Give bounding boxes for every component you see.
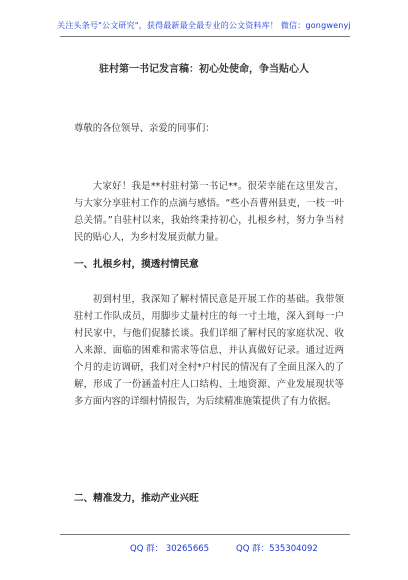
paragraph-section-1-text: 初到村里，我深知了解村情民意是开展工作的基础。我带领驻村工作队成员，用脚步丈量村庄的每一寸土地，深入到每一户村民家中，与他们促膝长谈。我们详细了解村民的家庭状况、收入来源、面临的困难和需求等信息，并认真做好记录。通过近两个月的走访调研，我们对全村*户村民的情况有了全面且深入的了解，形成了一份涵盖村庄人口结构、土地资源、产业发展现状等多方面内容的详细村情报告，为后续精准施策提供了有力依据。 bbox=[74, 294, 344, 407]
section-heading-1: 一、扎根乡村，摸透村情民意 bbox=[74, 259, 199, 270]
footer-divider bbox=[60, 534, 350, 535]
footer-qq-group-2: QQ 群：535304092 bbox=[236, 544, 318, 554]
paragraph-intro-text: 大家好！我是**村驻村第一书记**。很荣幸能在这里发言，与大家分享驻村工作的点滴与感悟。“些小吾曹州县吏，一枝一叶总关情。”自驻村以来，我始终秉持初心，扎根乡村，努力争当村民的贴心人，为乡村发展贡献力量。 bbox=[74, 181, 344, 243]
header-divider bbox=[60, 36, 350, 37]
document-title: 驻村第一书记发言稿：初心处使命，争当贴心人 bbox=[99, 64, 309, 75]
section-heading-2: 二、精准发力，推动产业兴旺 bbox=[74, 493, 199, 504]
footer-qq-group-1: QQ 群： 30265665 bbox=[130, 544, 210, 554]
greeting: 尊敬的各位领导、亲爱的同事们： bbox=[74, 123, 215, 134]
header-notice: 关注头条号"公文研究"，获得最新最全最专业的公文资料库！ 微信：gongwenyj bbox=[57, 21, 351, 30]
paragraph-section-1 bbox=[74, 291, 344, 410]
paragraph-intro bbox=[74, 178, 344, 246]
